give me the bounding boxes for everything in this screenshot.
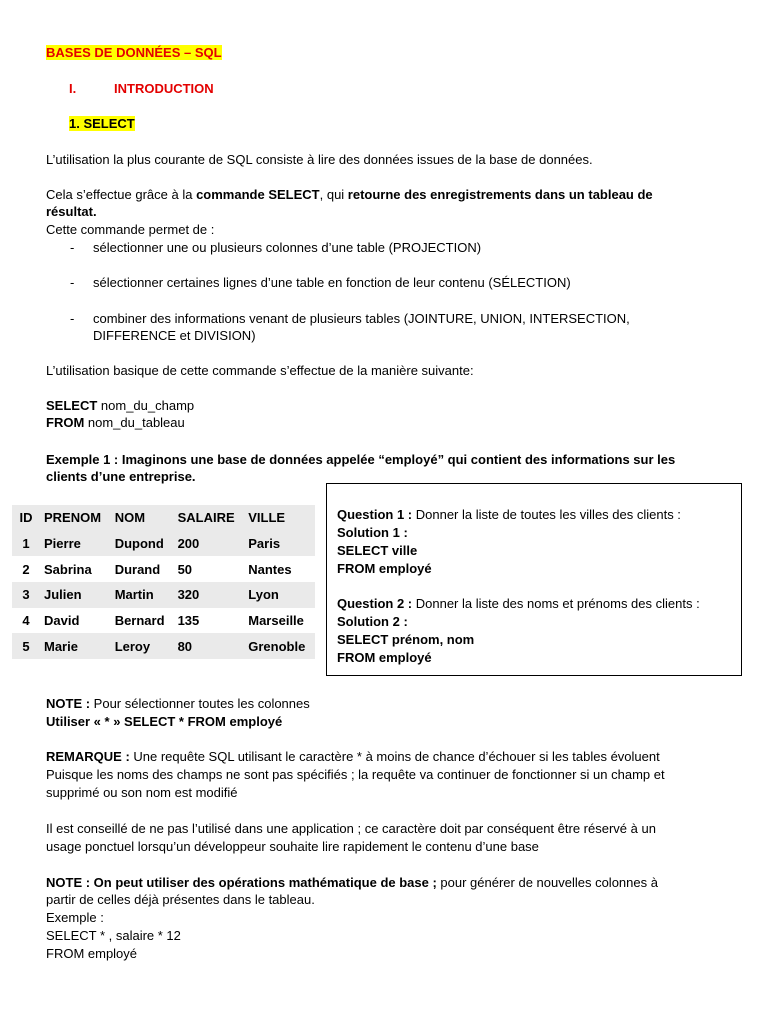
table-cell: Marseille [248, 613, 304, 629]
note-2-line4: SELECT * , salaire * 12 [46, 928, 181, 943]
select-paragraph-line2: résultat. [46, 204, 97, 219]
table-cell: Martin [114, 587, 154, 603]
note-2-bold: NOTE : On peut utiliser des opérations mathématique de base ; [46, 875, 437, 890]
table-cell: 135 [177, 613, 200, 629]
syntax-keyword-from: FROM [46, 415, 85, 430]
subsection-heading [69, 115, 135, 132]
solution-1-label: Solution 1 : [337, 525, 408, 540]
bullet-dash: - [70, 275, 75, 290]
column-header: ID [19, 510, 33, 526]
questions-box [326, 483, 742, 676]
column-header: SALAIRE [177, 510, 235, 526]
basic-usage: L’utilisation basique de cette commande s’effectue de la manière suivante: [46, 363, 474, 378]
note-2-text: pour générer de nouvelles colonnes à [436, 875, 658, 890]
note-1-line2: Utiliser « * » SELECT * FROM employé [46, 714, 283, 729]
bullet-dash: - [70, 311, 75, 326]
table-row [12, 633, 315, 659]
column-header: NOM [114, 510, 146, 526]
remarque-label: REMARQUE : [46, 749, 130, 764]
syntax-field: nom_du_champ [97, 398, 195, 413]
table-cell: Lyon [248, 587, 279, 603]
solution-2-from: FROM employé [337, 650, 432, 665]
table-cell: 4 [22, 613, 30, 629]
example-line2: clients d’une entreprise. [46, 469, 196, 484]
note-2-line1 [46, 874, 658, 891]
note-2-line3: Exemple : [46, 910, 104, 925]
p2-text-c: , qui [319, 187, 348, 202]
table-cell: 80 [177, 638, 193, 654]
table-row [12, 582, 315, 608]
remarque-line2: Puisque les noms des champs ne sont pas spécifiés ; la requête va continuer de fonctionner si un champ et [46, 767, 665, 782]
employee-table [12, 505, 315, 659]
solution-2-label: Solution 2 : [337, 614, 408, 629]
command-intro: Cette commande permet de : [46, 222, 215, 237]
table-cell: Paris [248, 536, 281, 552]
table-cell: Durand [114, 561, 161, 577]
solution-1-from: FROM employé [337, 561, 432, 576]
note-2-line2: partir de celles déjà présentes dans le tableau. [46, 892, 315, 907]
table-cell: 1 [22, 536, 30, 552]
intro-paragraph: L’utilisation la plus courante de SQL consiste à lire des données issues de la base de données. [46, 152, 593, 167]
syntax-table: nom_du_tableau [84, 415, 185, 430]
table-cell: Julien [44, 587, 82, 603]
solution-2-select: SELECT prénom, nom [337, 632, 475, 647]
table-cell: Nantes [248, 561, 292, 577]
question-2-label: Question 2 : [337, 596, 413, 611]
table-cell: 3 [22, 587, 30, 603]
p2-bold-command: commande SELECT [196, 187, 320, 202]
note-1-line1 [46, 695, 310, 712]
bullet-text: sélectionner une ou plusieurs colonnes d’une table (PROJECTION) [93, 240, 482, 255]
section-label: INTRODUCTION [114, 81, 214, 96]
table-cell: 320 [177, 587, 200, 603]
table-row [12, 531, 315, 557]
question-1 [337, 506, 681, 523]
remarque-line3: supprimé ou son nom est modifié [46, 785, 238, 800]
table-cell: Pierre [44, 536, 81, 552]
p2-text-a: Cela s’effectue grâce à la [46, 187, 197, 202]
table-cell: 5 [22, 638, 30, 654]
table-cell: Sabrina [44, 561, 92, 577]
bullet-text: sélectionner certaines lignes d’une table en fonction de leur contenu (SÉLECTION) [93, 275, 571, 290]
syntax-select-line [46, 397, 194, 414]
select-paragraph-line1 [46, 186, 653, 203]
section-number: I. [69, 81, 77, 96]
list-item [0, 310, 768, 344]
syntax-keyword-select: SELECT [46, 398, 98, 413]
table-cell: Bernard [114, 613, 165, 629]
table-cell: 2 [22, 561, 30, 577]
syntax-from-line [46, 414, 185, 431]
table-cell: Grenoble [248, 638, 306, 654]
subsection-label: 1. SELECT [69, 116, 135, 131]
note-1-label: NOTE : [46, 696, 91, 711]
question-2-text: Donner la liste des noms et prénoms des clients : [412, 596, 700, 611]
table-cell: Marie [44, 638, 78, 654]
column-header: PRENOM [44, 510, 102, 526]
remarque-text: Une requête SQL utilisant le caractère * à moins de chance d’échouer si les tables évoluent [129, 749, 660, 764]
question-1-label: Question 1 : [337, 507, 413, 522]
conseil-line2: usage ponctuel lorsqu’un développeur souhaite lire rapidement le contenu d’une base [46, 839, 539, 854]
table-row [12, 556, 315, 582]
note-2-line5: FROM employé [46, 946, 138, 961]
section-heading [69, 80, 214, 97]
table-header-row [12, 505, 315, 531]
table-cell: David [44, 613, 80, 629]
title-highlight: BASES DE DONNÉES – SQL [46, 45, 222, 60]
table-cell: Leroy [114, 638, 151, 654]
table-row [12, 608, 315, 634]
note-1-text: Pour sélectionner toutes les colonnes [90, 696, 310, 711]
document-title [46, 44, 222, 61]
bullet-text: combiner des informations venant de plusieurs tables (JOINTURE, UNION, INTERSECTION, [93, 311, 630, 326]
table-cell: Dupond [114, 536, 164, 552]
bullet-dash: - [70, 240, 75, 255]
solution-1-select: SELECT ville [337, 543, 418, 558]
p2-bold-returns: retourne des enregistrements dans un tableau de [347, 187, 653, 202]
table-cell: 200 [177, 536, 200, 552]
bullet-text-continued: DIFFERENCE et DIVISION) [93, 328, 256, 343]
question-2 [337, 595, 700, 612]
conseil-line1: Il est conseillé de ne pas l’utilisé dans une application ; ce caractère doit par conséquent être réservé à un [46, 821, 656, 836]
column-header: VILLE [248, 510, 286, 526]
question-1-text: Donner la liste de toutes les villes des clients : [412, 507, 681, 522]
example-line1: Exemple 1 : Imaginons une base de données appelée “employé” qui contient des informations sur les [46, 452, 676, 467]
remarque-line1 [46, 748, 660, 765]
table-cell: 50 [177, 561, 193, 577]
